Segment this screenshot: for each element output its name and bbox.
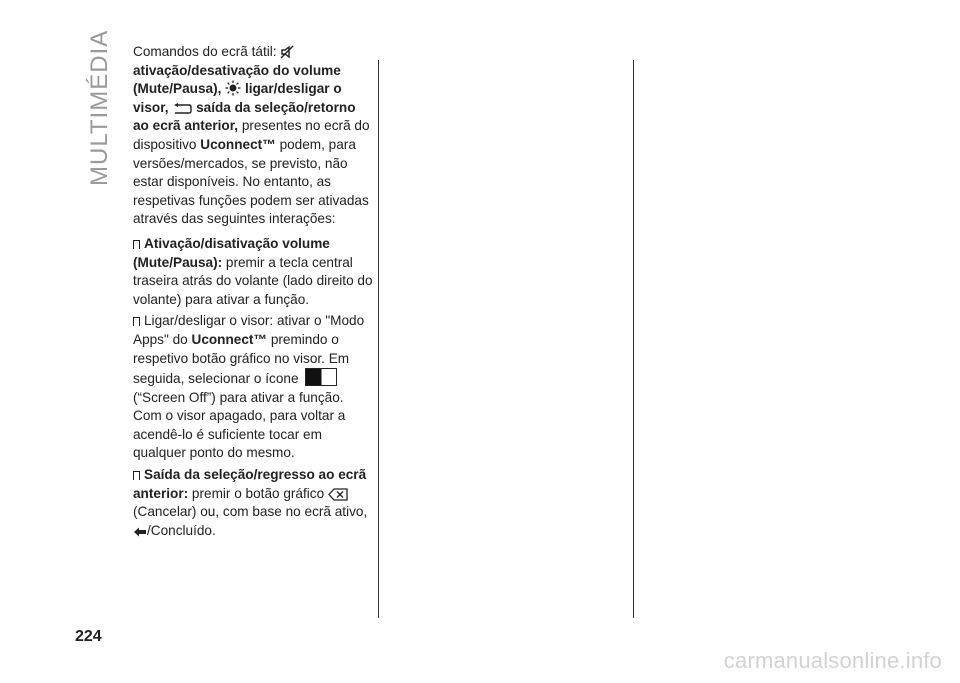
item-3-text-3: /Concluído. [147, 522, 216, 538]
column-divider-2 [633, 60, 634, 618]
item-3-text-1: premir o botão gráfico [191, 485, 325, 501]
item-2-text-3: (“Screen Off”) para ativar a função. Com o visor apagado, para voltar a acendê-lo é suficiente tocar em qualquer ponto do mesmo. [133, 389, 346, 461]
item-2 [133, 312, 373, 463]
mute-icon [280, 45, 294, 59]
page-number: 224 [75, 628, 102, 645]
item-3-head: Saída da seleção/regresso ao ecrã anterior: [133, 467, 367, 501]
intro-brand: Uconnect™ [200, 136, 276, 152]
screen-off-icon [305, 368, 337, 386]
content-column [133, 43, 373, 540]
intro-text-1: presentes no ecrã do dispositivo [133, 118, 370, 152]
section-title: MULTIMÉDIA [86, 29, 113, 186]
done-arrow-icon [133, 526, 147, 538]
column-divider-1 [378, 60, 379, 618]
intro-lead: Comandos do ecrã tátil: [133, 44, 277, 59]
intro-bold-2: ligar/desligar o visor, [133, 81, 342, 115]
bullet-icon [133, 240, 140, 249]
watermark: carmanualsonline.info [723, 648, 942, 673]
item-1 [133, 235, 373, 309]
item-1-head: Ativação/disativação volume (Mute/Pausa): [133, 235, 330, 270]
item-2-text-1: Ligar/desligar o visor: ativar o "Modo Apps" do [133, 313, 365, 347]
item-2-brand: Uconnect™ [191, 331, 268, 347]
bullet-icon [133, 317, 140, 326]
back-arrow-icon [172, 103, 192, 115]
item-1-text: premir a tecla central traseira atrás do volante (lado direito do volante) para ativar a função. [133, 254, 373, 307]
brightness-icon [225, 80, 241, 96]
bullet-icon [133, 471, 140, 480]
intro-text-2: podem, para versões/mercados, se previsto, não estar disponíveis. No entanto, as respetivas funções podem ser ativadas através das seguintes interações: [133, 136, 369, 227]
item-3 [133, 466, 373, 540]
intro-paragraph [133, 43, 373, 229]
cancel-icon [328, 488, 348, 501]
intro-bold-1: ativação/desativação do volume (Mute/Pausa), [133, 62, 341, 97]
item-2-text-2: premindo o respetivo botão gráfico no visor. Em seguida, selecionar o ícone [133, 331, 350, 387]
intro-bold-3: saída da seleção/retorno ao ecrã anterior, [133, 99, 356, 134]
item-3-text-2: (Cancelar) ou, com base no ecrã ativo, [133, 504, 368, 520]
